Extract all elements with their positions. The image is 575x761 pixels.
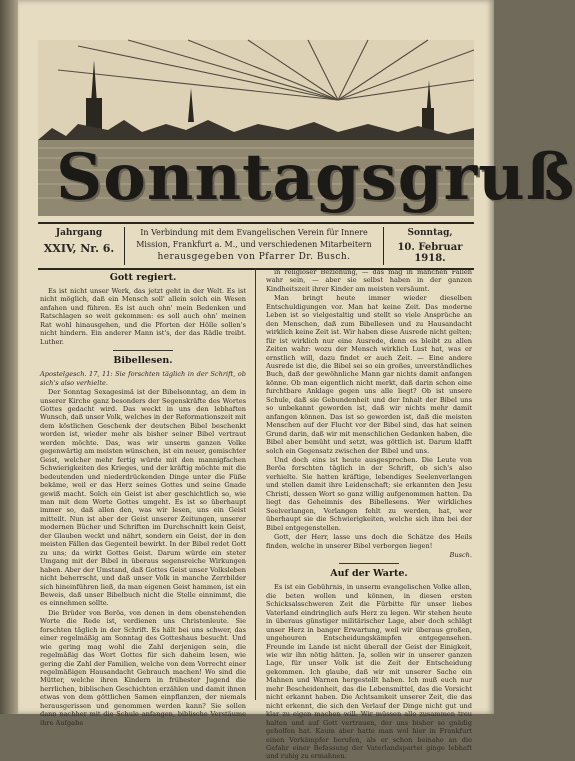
newspaper-page [18, 0, 575, 761]
masthead-title: Sonntagsgruß [56, 140, 575, 215]
publisher-line-1: In Verbindung mit dem Evangelischen Verein für Innere [140, 228, 368, 237]
issue-day: Sonntag, [407, 228, 453, 238]
article-paragraph: Es ist nicht unser Werk, das jetzt geht in der Welt. Es ist nicht möglich, daß ein Mensch soll' allein solch ein Wesen anfahen und führen. Es ist auch ohn' mein Bedenken und Ratschlagen so weit gekommen: es soll auch ohn' meinen Rat wohl hinausgehen, und die Pforten der Hölle sollen's nicht hindern. Ein anderer Mann ist's, der das Rädle treibt. Luther. [40, 287, 246, 346]
publisher-info [124, 227, 384, 265]
article-paragraph: Der Sonntag Sexagesimä ist der Bibelsonntag, an dem in unserer Kirche ganz besonders der Segenskräfte des Wortes Gottes gedacht wird. Das weckt in uns den lebhaften Wunsch, daß unser Volk, welches in der Reformationszeit mit dem köstlichen Geschenk der deutschen Bibel beschenkt worden ist, wieder mehr als bisher seiner Bibel vertraut werden möchte. Das, was wir unserm ganzen Volke gegenwärtig am meisten wünschen, ist ein neuer, gemischter Geist, welcher mehr fertig würde mit den mannigfachen Schwierigkeiten des Krieges, und der kräftig möchte mit die bedeutenden und niederdrückenden Dinge unter die Füße bekäme, weil er das Herz seines Gottes und seine Gnade gewiß macht. Solch ein Geist ist aber geschichtlich so, wie man mit dem Worte Gottes umgeht. Es ist so überhaupt immer so, daß allen den, was wir lesen, uns ein Geist mitteilt. Nun ist aber der Geist unserer Zeitungen, unserer modernen Bücher und Schriften im Durchschnitt kein Geist, der Glauben weckt und nährt, sondern ein Geist, der in den meisten Fällen das Gegenteil bewirkt. In der Bibel redet Gott zu uns; da wirkt Gottes Geist. Darum würde ein steter Umgang mit der Bibel in überaus segensreiche Wirkungen haben. Aber der Umstand, daß Gottes Geist unser Volksleben nicht beherrscht, und daß unser Volk in manche Zerrbilder sich hineinführen ließ, da man eigenen Geist hammen, ist ein Beweis, daß unser Bibelbuch nicht die Stelle einnimmt, die es einnehmen sollte. [40, 388, 246, 608]
year-label: Jahrgang [55, 228, 103, 238]
article-signature: Busch. [449, 550, 472, 559]
bible-reference: Apostelgesch. 17, 11: Sie forschten täglich in der Schrift, ob sich's also verhielte. [40, 370, 246, 387]
issue-info-bar [38, 222, 474, 270]
column-right [266, 268, 472, 761]
article-divider [113, 350, 173, 351]
article-paragraph: Gott, der Herr, lasse uns doch die Schätze des Heils finden, welche in unserer Bibel verborgen liegen! [266, 533, 472, 550]
article-heading-bibellesen: Bibellesen. [113, 355, 173, 367]
column-left [40, 268, 246, 727]
column-divider [255, 268, 256, 700]
masthead [38, 40, 575, 216]
article-paragraph: Man bringt heute immer wieder dieselben Entschuldigungen vor. Man hat keine Zeit. Das moderne Leben ist so vielgestaltig und stellt so viele Ansprüche an den Menschen, daß zum Bibellesen und zu Hausandacht wirklich keine Zeit ist. Wir haben diese Ausrede nicht gelten; für ist wirklich nur eine Ausrede, denn es bleibt zu allen Zeiten wahr: wozu der Mensch wirklich Lust hat, was er ernstlich will, dazu findet er auch Zeit. — Eine andere Ausrede ist die, die Bibel sei so ein großes, unverständliches Buch, daß der gewöhnliche Mann gar nichts damit anfangen könne. Ob man eigentlich nicht merkt, daß darin schon eine furchtbare Anklage gegen uns alle liegt? Ob ist unsere Schule, daß sie Gebundenheit und der Inhalt der Bibel uns so unbekannt geworden ist, daß wir nichts mehr damit anfangen können. Das ist so geworden ist, daß die meisten Menschen auf der Flucht vor der Bibel sind, das hat seinen Grund darin, daß wir mit menschlichen Gedanken haben, die Bibel aber bemüht und setzt, was göttlich ist. Darum klafft solch ein Gegensatz zwischen der Bibel und uns. [266, 294, 472, 455]
article-heading-gott-regiert: Gott regiert. [109, 272, 177, 283]
article-divider [339, 563, 399, 564]
article-paragraph: Es ist ein Gebührnis, in unserm evangelischen Volke allen, die beten wollen und können, in diesen ersten Schicksalsschweren Zeit die Fürbitte für unser liebes Vaterland eindringlich aufs Herz zu legen. Wir stehen heute in überaus günstiger militärischer Lage, aber doch schlägt unser Herz in banger Erwartung, weil wir überaus großen, ungeheuren Entscheidungskämpfen entgegensehen. Freunde im Lande ist nicht überall der Geist der Einigkeit, wie wir ihn nötig hätten. Ja, sollen wir in unserer ganzen Lage, für unser Volk ist die Zeit der Entscheidung gekommen. Ich glaube, daß wir mit unserer Sache ein Mahnen und Warnen hergestellt haben. Ich muß euch nur mehr Bescheidenheit, das die Lebensmittel, das die Vorsicht nicht erkannt haben. Die Achtsamkeit unserer Zeit, die das nicht erkennt, die sich den Verlauf der Dinge nicht gut und klar zu eigen machen will. Wir müssen alle zusammen treu halten und auf Gott vertrauen, der uns bisher so gnädig geholfen hat. Kaum aber hatte man wol hier in Frankfurt einen Vorkämpfer berufen, als er schon beinahe an die Gefahr einer Befassung der Vaterlandspartei ginge lebhaft und ruhig zu ermahnen. [266, 583, 472, 761]
article-heading-auf-der-warte: Auf der Warte. [330, 568, 408, 580]
article-paragraph: in religiöser Beziehung, — das mag in manchen Fällen wahr sein, — aber sie selbst haben in der ganzen Kindheitszeit ihrer Kinder am meisten versäumt. [266, 268, 472, 293]
article-paragraph: Und doch eins ist heute ausgesprochen. Die Leute von Beröa forschten täglich in der Schrift, ob sich's also verhielte. Sie hatten kräftige, lebendiges Seelenverlangen und stellen damit ihre Leidenschaft; sie erkannten den Jesu Christi, dessen Wort so ganz willig aufgenommen hatten. Da liegt das Geheimnis des Bibellesens. Wer wirkliches Seelverlangen, Verlangen fehlt zu werden, hat, wer überhaupt sie die Schwierigkeiten, welche sich ihm bei der Bibel entgegenstellen. [266, 455, 472, 532]
issue-date [388, 228, 472, 264]
article-paragraph: Die Brüder von Beröa, von denen in dem obenstehenden Worte die Rede ist, verdienen uns Christenleute. Sie forschten täglich in der Schrift. Es hält bei uns schwer, das einer regelmäßig am Sonntag des Gotteshaus besucht. Und wie gering mag wohl die Zahl derjenigen sein, die regelmäßig das Wort Gottes für sich daheim lesen, wie gering die Zahl der Familien, welche von dem Vorrecht einer regelmäßigen Hausandacht Gebrauch machen! Wo sind die Mütter, welche ihren Kindern in frühester Jugend die herrlichen, biblischen Geschichten erzählen und damit ihnen etwas von dem göttlichen Samen einpflanzen, der niemals herausgerissen und genommen werden kann? Sie sollen dann nachher mit die Schule anfangen, biblische Verstäume ihre Aufgabe [40, 608, 246, 727]
volume-number: XXIV, Nr. 6. [43, 242, 115, 255]
issue-volume [40, 228, 118, 255]
editor-line: herausgegeben von Pfarrer Dr. Busch. [157, 252, 351, 262]
issue-date-value: 10. Februar 1918. [397, 242, 463, 264]
page-binding [0, 0, 20, 714]
publisher-line-2: Mission, Frankfurt a. M., und verschiedenen Mitarbeitern [136, 240, 372, 249]
